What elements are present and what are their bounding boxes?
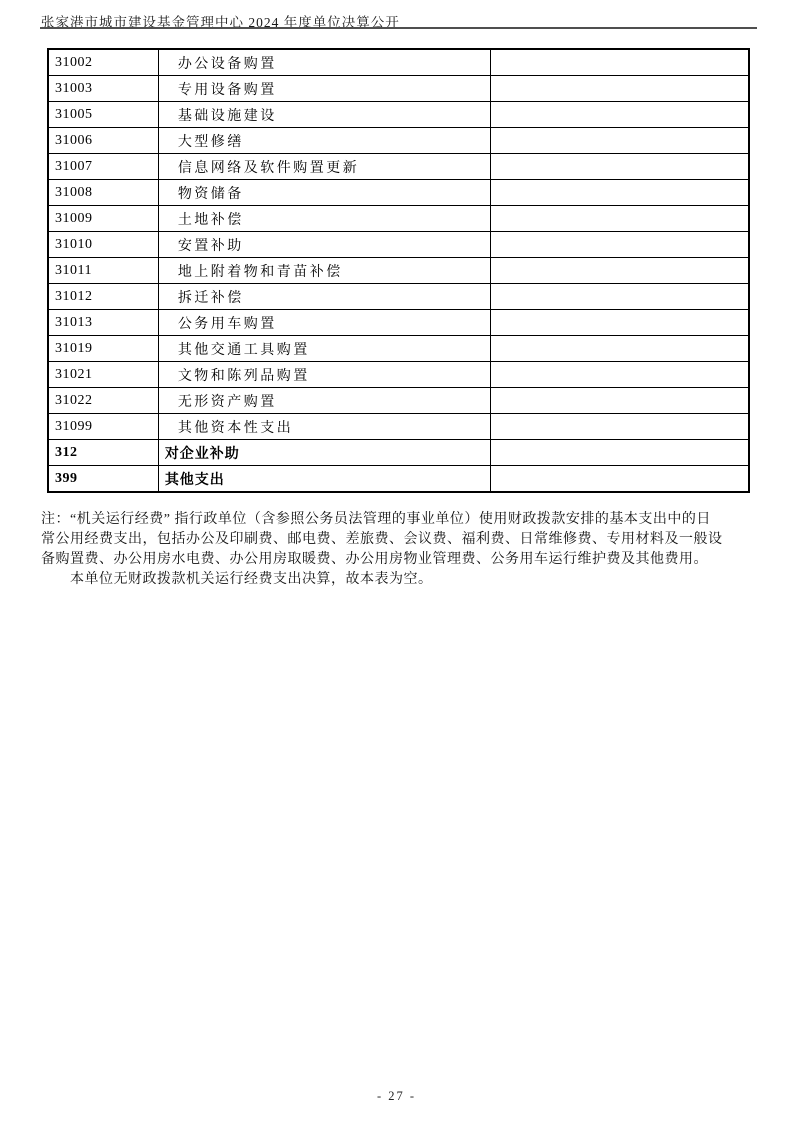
row-value-empty [490,76,749,102]
row-description: 其他资本性支出 [158,414,490,440]
table-row [48,466,749,493]
note-line: 常公用经费支出，包括办公及印刷费、邮电费、差旅费、会议费、福利费、日常维修费、专用材料及一般设 [41,532,723,547]
row-value-empty [490,128,749,154]
row-value-empty [490,180,749,206]
row-code: 31011 [48,258,158,284]
table-row [48,206,749,232]
row-description: 文物和陈列品购置 [158,362,490,388]
table-row [48,102,749,128]
table-row [48,154,749,180]
table-row [48,414,749,440]
page-footer [0,1089,793,1104]
row-value-empty [490,466,749,493]
row-value-empty [490,206,749,232]
row-code: 31019 [48,336,158,362]
row-code: 31022 [48,388,158,414]
note-line: 注：“机关运行经费” 指行政单位（含参照公务员法管理的事业单位）使用财政拨款安排的基本支出中的日 [41,512,711,527]
row-value-empty [490,232,749,258]
row-code: 31099 [48,414,158,440]
page-number: - 27 - [376,1089,417,1103]
row-value-empty [490,154,749,180]
note-section [41,510,757,590]
row-description: 土地补偿 [158,206,490,232]
note-line: 备购置费、办公用房水电费、办公用房取暖费、办公用房物业管理费、公务用车运行维护费及其他费用。 [41,552,708,567]
table-row [48,440,749,466]
table-row [48,388,749,414]
row-description: 拆迁补偿 [158,284,490,310]
table-row [48,180,749,206]
table-row [48,232,749,258]
row-description: 其他支出 [158,466,490,493]
row-code: 31002 [48,49,158,76]
row-description: 物资储备 [158,180,490,206]
row-code: 31007 [48,154,158,180]
row-description: 办公设备购置 [158,49,490,76]
row-code: 31006 [48,128,158,154]
row-description: 信息网络及软件购置更新 [158,154,490,180]
row-value-empty [490,336,749,362]
row-value-empty [490,362,749,388]
row-value-empty [490,284,749,310]
row-code: 399 [48,466,158,493]
table-row [48,76,749,102]
table-row [48,258,749,284]
row-code: 31005 [48,102,158,128]
expenditure-table [47,48,750,493]
row-value-empty [490,310,749,336]
table-row [48,284,749,310]
table-row [48,310,749,336]
row-description: 大型修缮 [158,128,490,154]
table-row [48,336,749,362]
table-row [48,128,749,154]
table-row [48,362,749,388]
row-description: 公务用车购置 [158,310,490,336]
row-description: 基础设施建设 [158,102,490,128]
row-code: 31021 [48,362,158,388]
row-value-empty [490,49,749,76]
row-value-empty [490,388,749,414]
row-value-empty [490,414,749,440]
table-row [48,49,749,76]
row-code: 31009 [48,206,158,232]
expenditure-table-body [48,49,749,492]
row-code: 31003 [48,76,158,102]
row-code: 31012 [48,284,158,310]
row-description: 无形资产购置 [158,388,490,414]
row-description: 地上附着物和青苗补偿 [158,258,490,284]
row-description: 专用设备购置 [158,76,490,102]
row-description: 其他交通工具购置 [158,336,490,362]
row-description: 安置补助 [158,232,490,258]
header-rule [40,27,757,29]
row-value-empty [490,440,749,466]
note-line: 本单位无财政拨款机关运行经费支出决算，故本表为空。 [70,572,433,587]
row-value-empty [490,258,749,284]
row-code: 31008 [48,180,158,206]
row-code: 31013 [48,310,158,336]
row-value-empty [490,102,749,128]
document-title: 张家港市城市建设基金管理中心 2024 年度单位决算公开 [41,15,400,30]
row-code: 312 [48,440,158,466]
row-description: 对企业补助 [158,440,490,466]
row-code: 31010 [48,232,158,258]
